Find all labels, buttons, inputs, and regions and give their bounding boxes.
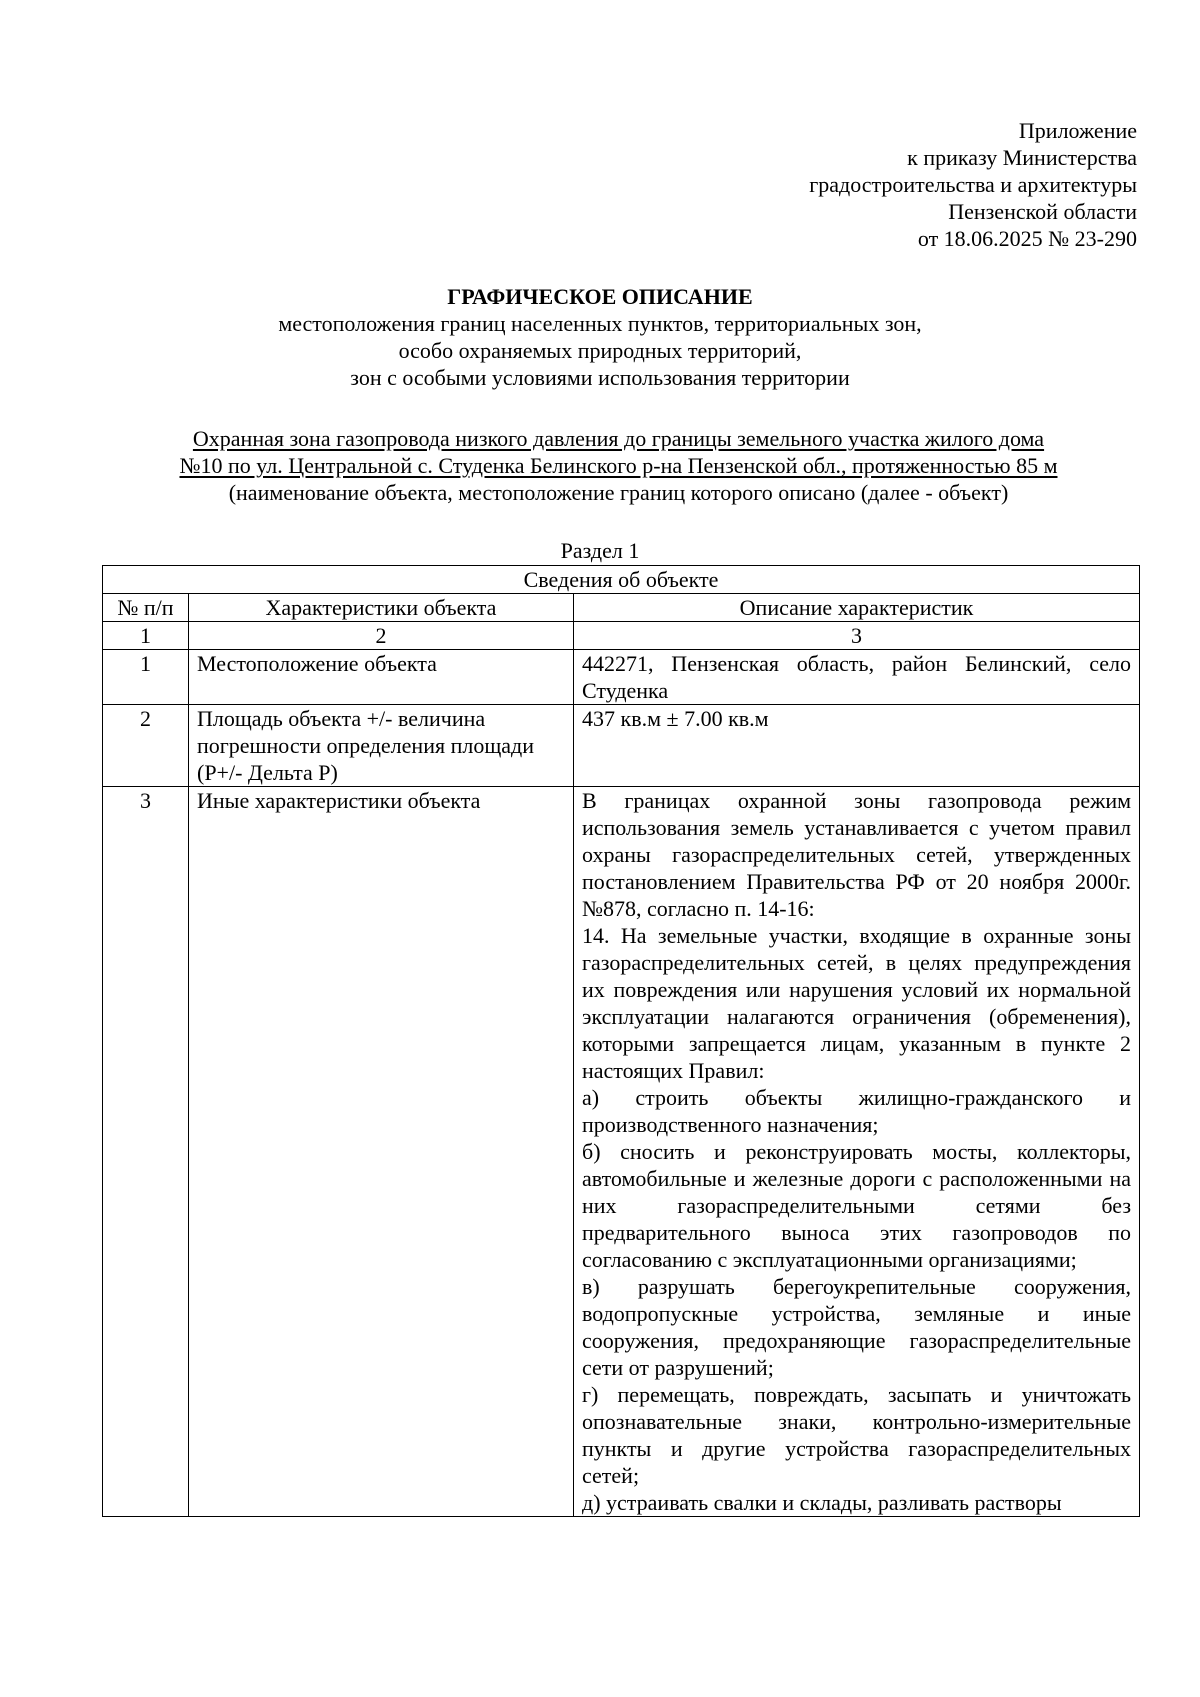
column-number-row xyxy=(103,622,1140,650)
description-paragraph: 14. На земельные участки, входящие в охранные зоны газораспределительных сетей, в целях предупреждения их повреждения или нарушения условий их нормальной эксплуатации налагаются ограничения (обременения), которыми запрещается лицам, указанным в пункте 2 настоящих Правил: xyxy=(582,923,1132,1083)
description-paragraph: г) перемещать, повреждать, засыпать и уничтожать опознавательные знаки, контрольно-измерительные пункты и другие устройства газораспределительных сетей; xyxy=(582,1382,1132,1488)
row-description xyxy=(574,650,1140,705)
header-cell-description: Описание характеристик xyxy=(574,594,1140,622)
description-paragraph: д) устраивать свалки и склады, разливать растворы xyxy=(582,1490,1062,1515)
appendix-line: Приложение xyxy=(1018,118,1137,143)
description-paragraph: 437 кв.м ± 7.00 кв.м xyxy=(582,706,769,731)
table-header-row xyxy=(103,594,1140,622)
appendix-header xyxy=(809,117,1137,252)
subtitle-line: зон с особыми условиями использования территории xyxy=(350,365,850,390)
header-cell-number: № п/п xyxy=(103,594,189,622)
object-info-table xyxy=(102,565,1140,1517)
column-number-cell: 3 xyxy=(574,622,1140,650)
appendix-line: градостроительства и архитектуры xyxy=(809,172,1137,197)
row-description xyxy=(574,705,1140,787)
row-characteristic: Местоположение объекта xyxy=(189,650,574,705)
table-row xyxy=(103,787,1140,1517)
table-row xyxy=(103,705,1140,787)
row-number: 2 xyxy=(103,705,189,787)
header-cell-characteristic: Характеристики объекта xyxy=(189,594,574,622)
description-paragraph: В границах охранной зоны газопровода режим использования земель устанавливается с учетом правил охраны газораспределительных сетей, утвержденных постановлением Правительства РФ от 20 ноября 2000г. №878, согласно п. 14-16: xyxy=(582,788,1132,921)
appendix-line: к приказу Министерства xyxy=(907,145,1137,170)
description-paragraph: 442271, Пензенская область, район Белинский, село Студенка xyxy=(582,651,1132,703)
object-name-line: №10 по ул. Центральной с. Студенка Белинского р-на Пензенской обл., протяженностью 85 м xyxy=(179,453,1058,478)
object-name-line: Охранная зона газопровода низкого давления до границы земельного участка жилого дома xyxy=(192,426,1045,451)
appendix-line: Пензенской области xyxy=(948,199,1137,224)
subtitle-line: местоположения границ населенных пунктов, территориальных зон, xyxy=(278,311,922,336)
row-description xyxy=(574,787,1140,1517)
subtitle-line: особо охраняемых природных территорий, xyxy=(398,338,802,363)
section-label: Раздел 1 xyxy=(560,538,640,563)
table-row xyxy=(103,650,1140,705)
row-characteristic: Площадь объекта +/- величина погрешности определения площади (Р+/- Дельта Р) xyxy=(189,705,574,787)
description-paragraph: в) разрушать берегоукрепительные сооружения, водопропускные устройства, земляные и иные сооружения, предохраняющие газораспределительные сети от разрушений; xyxy=(582,1274,1132,1380)
description-paragraph: а) строить объекты жилищно-гражданского и производственного назначения; xyxy=(582,1085,1132,1137)
object-block xyxy=(100,425,1137,506)
table-title: Сведения об объекте xyxy=(103,566,1140,594)
title-block xyxy=(0,283,1200,391)
description-paragraph: б) сносить и реконструировать мосты, коллекторы, автомобильные и железные дороги с расположенными на них газораспределительными сетями без предварительного выноса этих газопроводов по согласованию с эксплуатационными организациями; xyxy=(582,1139,1132,1272)
object-caption: (наименование объекта, местоположение границ которого описано (далее - объект) xyxy=(228,480,1009,505)
column-number-cell: 2 xyxy=(189,622,574,650)
document-title: ГРАФИЧЕСКОЕ ОПИСАНИЕ xyxy=(447,284,753,309)
appendix-line: от 18.06.2025 № 23-290 xyxy=(917,226,1137,251)
row-number: 1 xyxy=(103,650,189,705)
column-number-cell: 1 xyxy=(103,622,189,650)
row-characteristic: Иные характеристики объекта xyxy=(189,787,574,1517)
row-number: 3 xyxy=(103,787,189,1517)
table-title-row xyxy=(103,566,1140,594)
